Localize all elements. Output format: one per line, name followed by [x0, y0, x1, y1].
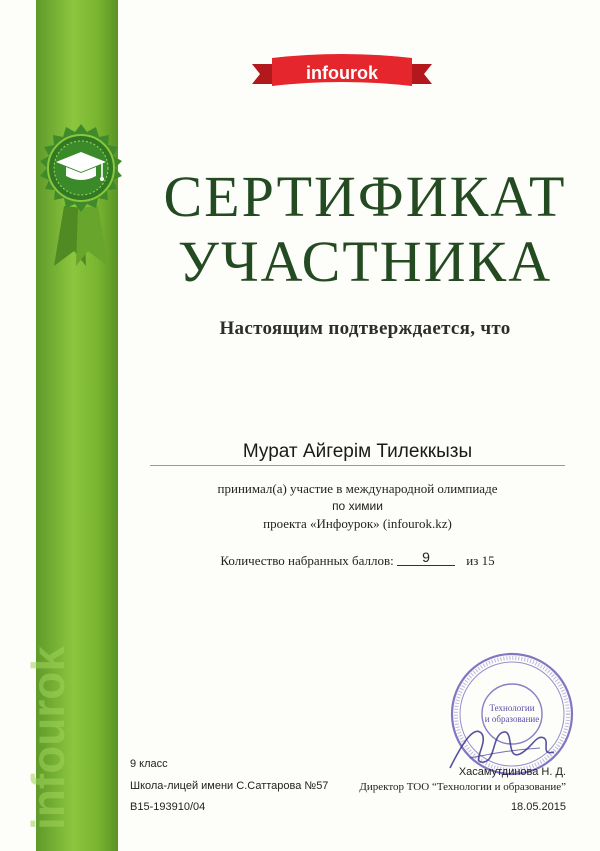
certificate-date: 18.05.2015	[510, 801, 566, 813]
certificate-title-line2: УЧАСТНИКА	[177, 229, 553, 294]
school-name: Школа-лицей имени С.Саттарова №57	[130, 780, 329, 792]
score-value: 9	[397, 549, 455, 566]
director-name: Хасамутдинова Н. Д.	[458, 766, 566, 778]
score-max: из 15	[466, 553, 495, 568]
score-label: Количество набранных баллов:	[220, 553, 394, 568]
stamp-text-line2: и образование	[484, 714, 540, 724]
name-underline	[150, 465, 565, 466]
ribbon-watermark	[22, 600, 110, 840]
confirmation-text: Настоящим подтверждается, что	[219, 318, 511, 339]
certificate-code: B15-193910/04	[130, 801, 206, 813]
graduation-cap-badge-icon	[26, 116, 136, 266]
watermark-text: infourok	[22, 646, 74, 830]
project-line: проекта «Инфоурок» (infourok.kz)	[263, 516, 452, 531]
score-row	[150, 549, 565, 569]
grade-label: 9 класс	[130, 758, 168, 770]
director-title: Директор ТОО “Технологии и образование”	[359, 781, 566, 793]
recipient-name: Мурат Айгерім Тилеккызы	[242, 441, 473, 462]
participation-line: принимал(а) участие в международной олимпиаде	[217, 481, 498, 496]
certificate-title-line1: СЕРТИФИКАТ	[163, 164, 567, 229]
subject-line: по химии	[332, 499, 383, 513]
logo-text: infourok	[306, 63, 378, 83]
stamp-text-line1: Технологии	[489, 703, 535, 713]
infourok-logo-banner	[248, 52, 436, 96]
